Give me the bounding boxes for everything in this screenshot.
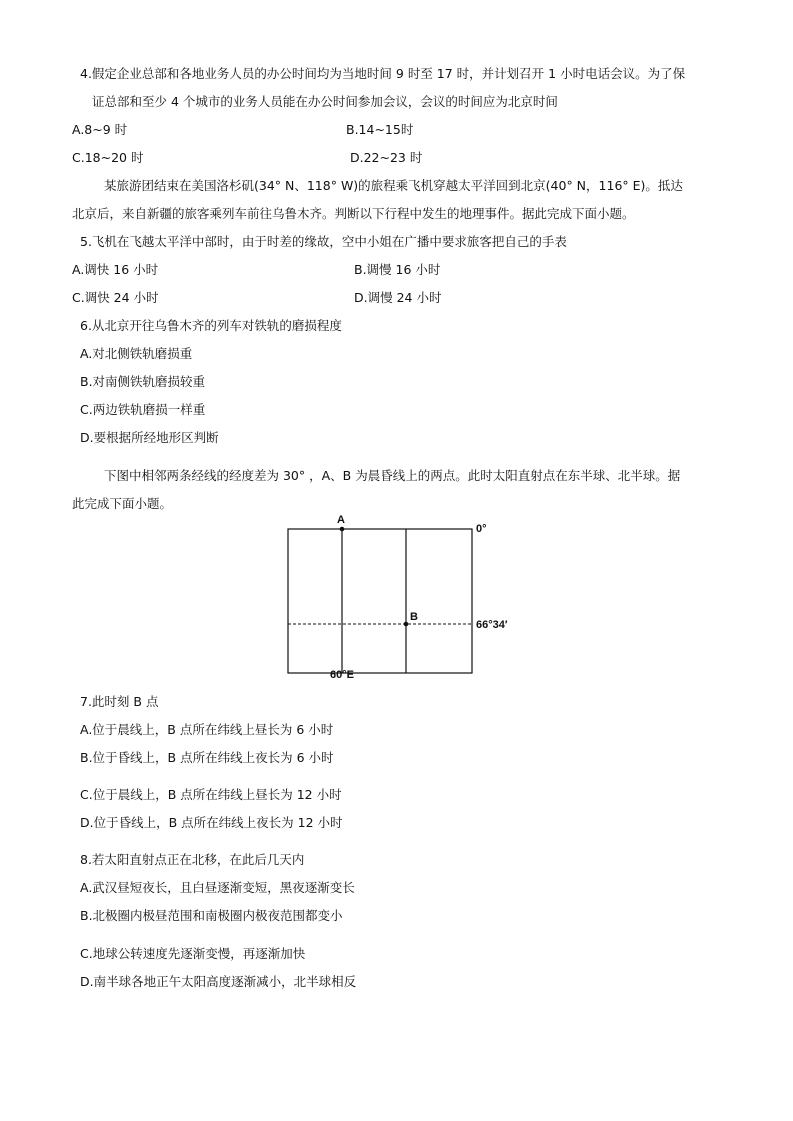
q4-option-b: B.14~15时 [346,122,414,137]
label-b: B [410,611,418,623]
q5-stem: 5.飞机在飞越太平洋中部时，由于时差的缘故，空中小姐在广播中要求旅客把自己的手表 [80,234,567,249]
label-equator: 0° [476,523,487,535]
q6-option-c: C.两边铁轨磨损一样重 [80,402,206,417]
q8-option-a: A.武汉昼短夜长，且白昼逐渐变短，黑夜逐渐变长 [80,880,355,895]
passage2-line1: 下图中相邻两条经线的经度差为 30° ，A、B 为晨昏线上的两点。此时太阳直射点在东半球、北半球。据 [104,468,681,483]
q6-option-b: B.对南侧铁轨磨损较重 [80,374,206,389]
q7-option-c: C.位于晨线上，B 点所在纬线上昼长为 12 小时 [80,787,342,802]
q7-option-d: D.位于昏线上，B 点所在纬线上夜长为 12 小时 [80,815,343,830]
q7-stem: 7.此时刻 B 点 [80,694,159,709]
q5-option-c: C.调快 24 小时 [72,290,159,305]
terminator-figure [280,512,520,682]
label-arctic-circle: 66°34′ [476,619,508,631]
q6-option-d: D.要根据所经地形区判断 [80,430,219,445]
q5-option-d: D.调慢 24 小时 [354,290,442,305]
q8-stem: 8.若太阳直射点正在北移，在此后几天内 [80,852,305,867]
point-a [340,527,345,532]
q4-option-d: D.22~23 时 [350,150,423,165]
q4-stem-line1: 4.假定企业总部和各地业务人员的办公时间均为当地时间 9 时至 17 时，并计划召开 1 小时电话会议。为了保 [80,66,686,81]
q8-option-d: D.南半球各地正午太阳高度逐渐减小，北半球相反 [80,974,357,989]
q7-option-b: B.位于昏线上，B 点所在纬线上夜长为 6 小时 [80,750,334,765]
passage2-line2: 此完成下面小题。 [72,496,173,511]
q6-option-a: A.对北侧铁轨磨损重 [80,346,193,361]
label-meridian-60e: 60°E [330,669,354,681]
q4-stem-line2: 证总部和至少 4 个城市的业务人员能在办公时间参加会议，会议的时间应为北京时间 [92,94,558,109]
q6-stem: 6.从北京开往乌鲁木齐的列车对铁轨的磨损程度 [80,318,342,333]
q8-option-c: C.地球公转速度先逐渐变慢，再逐渐加快 [80,946,306,961]
q5-option-a: A.调快 16 小时 [72,262,159,277]
figure-frame [288,529,472,673]
q4-option-c: C.18~20 时 [72,150,144,165]
q8-option-b: B.北极圈内极昼范围和南极圈内极夜范围都变小 [80,908,343,923]
point-b [404,622,409,627]
passage1-line2: 北京后，来自新疆的旅客乘列车前往乌鲁木齐。判断以下行程中发生的地理事件。据此完成下面小题。 [72,206,635,221]
passage1-line1: 某旅游团结束在美国洛杉矶(34° N、118° W)的旅程乘飞机穿越太平洋回到北京(40° N，116° E)。抵达 [104,178,683,193]
q4-option-a: A.8~9 时 [72,122,128,137]
label-a: A [337,514,345,526]
q5-option-b: B.调慢 16 小时 [354,262,441,277]
q7-option-a: A.位于晨线上，B 点所在纬线上昼长为 6 小时 [80,722,334,737]
